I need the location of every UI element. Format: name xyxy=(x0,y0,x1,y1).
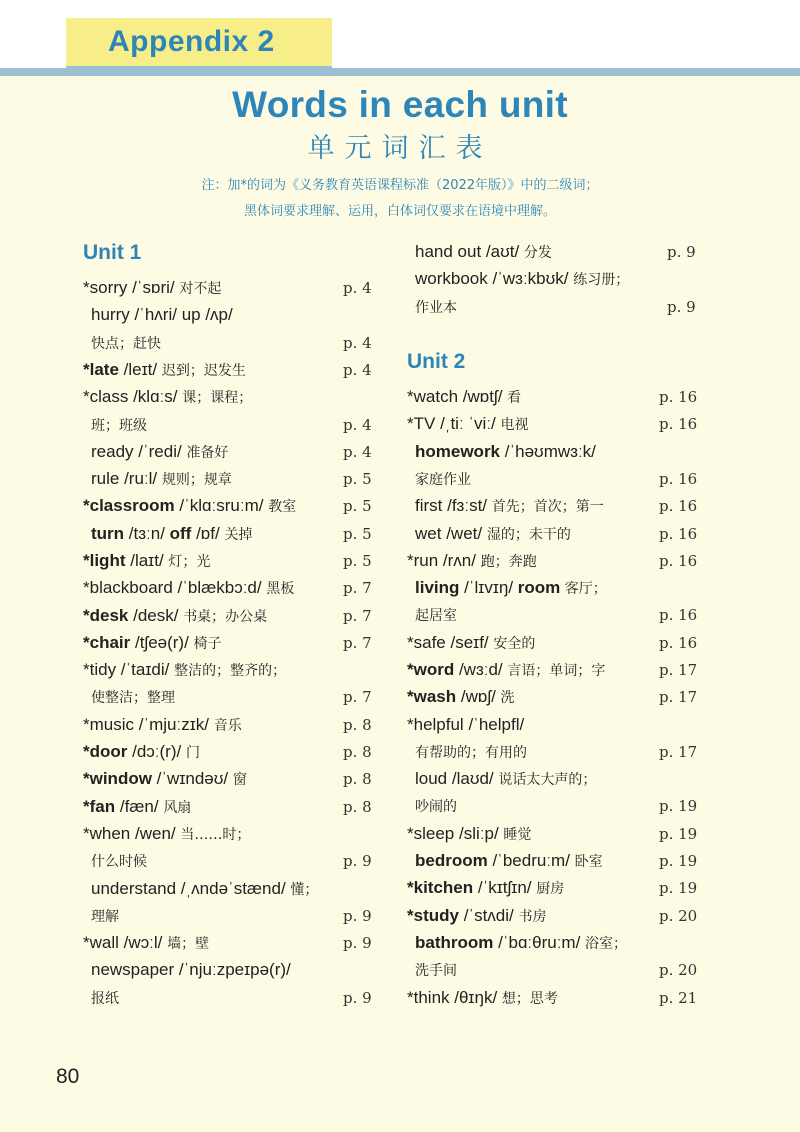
chinese-meaning: 书房 xyxy=(518,909,547,925)
chinese-meaning: 墙；壁 xyxy=(167,936,210,952)
english-word: *when xyxy=(83,824,131,843)
entry-line xyxy=(415,495,604,517)
entry-line xyxy=(415,468,471,490)
english-word: workbook xyxy=(415,269,488,288)
english-word: *study xyxy=(407,906,459,925)
entry-line xyxy=(83,577,294,599)
entry-line xyxy=(407,905,546,927)
english-word: bedroom xyxy=(415,851,488,870)
english-word: *sleep xyxy=(407,824,455,843)
entry-line xyxy=(415,850,603,872)
english-word: first xyxy=(415,496,443,515)
entry-line xyxy=(415,604,457,626)
chinese-meaning: 跑；奔跑 xyxy=(480,554,537,570)
english-word: /aʊt/ xyxy=(481,242,524,261)
chinese-meaning: 准备好 xyxy=(186,445,229,461)
english-word: /desk/ xyxy=(128,606,184,625)
page-reference: p. 17 xyxy=(659,743,698,761)
entry-line xyxy=(415,268,629,290)
entry-line xyxy=(407,550,537,572)
english-word: turn xyxy=(91,524,125,543)
page-reference: p. 8 xyxy=(343,716,372,734)
english-word: /laɪt/ xyxy=(125,551,169,570)
entry-line xyxy=(415,741,527,763)
chinese-meaning: 快点；赶快 xyxy=(91,336,161,352)
english-word: /ˈsɒri/ xyxy=(127,278,180,297)
chinese-meaning: 有帮助的；有用的 xyxy=(415,745,527,761)
english-word: *music xyxy=(83,715,135,734)
english-word: loud xyxy=(415,769,448,788)
chinese-meaning: 起居室 xyxy=(415,608,457,624)
english-word: /ˈwɪndəʊ/ xyxy=(151,769,233,788)
chinese-meaning: 懂； xyxy=(290,882,319,898)
english-word: understand xyxy=(91,879,177,898)
english-word: *late xyxy=(83,360,119,379)
entry-line xyxy=(415,577,607,599)
entry-line xyxy=(83,768,247,790)
english-word: /tɜːn/ xyxy=(124,524,170,543)
chinese-meaning: 电视 xyxy=(500,417,529,433)
page-reference: p. 5 xyxy=(343,552,372,570)
chinese-meaning: 睡觉 xyxy=(503,827,532,843)
entry-line xyxy=(415,795,457,817)
appendix-tab-label: Appendix 2 xyxy=(108,25,275,58)
english-word: /ˈkɪtʃɪn/ xyxy=(473,878,537,897)
english-word: *wash xyxy=(407,687,457,706)
english-word: wet xyxy=(415,524,442,543)
english-word: up xyxy=(181,305,201,324)
english-word: *classroom xyxy=(83,496,175,515)
english-word: /wɒʃ/ xyxy=(456,687,501,706)
page-reference: p. 4 xyxy=(343,334,372,352)
english-word: /klɑːs/ xyxy=(128,387,183,406)
english-word: *think xyxy=(407,988,450,1007)
english-word: /tʃeə(r)/ xyxy=(130,633,194,652)
chinese-meaning: 教室 xyxy=(268,499,297,515)
english-word: bathroom xyxy=(415,933,494,952)
chinese-meaning: 厨房 xyxy=(536,881,565,897)
page-reference: p. 20 xyxy=(659,961,698,979)
entry-line xyxy=(91,304,233,326)
english-word: /laʊd/ xyxy=(447,769,499,788)
entry-line xyxy=(83,495,296,517)
english-word: ready xyxy=(91,442,134,461)
english-word: *desk xyxy=(83,606,129,625)
page-reference: p. 4 xyxy=(343,416,372,434)
page-reference: p. 16 xyxy=(659,525,698,543)
english-word: /ˈhʌri/ xyxy=(129,305,182,324)
entry-line xyxy=(83,386,252,408)
chinese-meaning: 报纸 xyxy=(91,991,119,1007)
english-word: /wet/ xyxy=(441,524,487,543)
english-word: /ˈredi/ xyxy=(133,442,187,461)
page-reference: p. 7 xyxy=(343,688,372,706)
entry-line xyxy=(415,523,571,545)
entry-line xyxy=(83,932,209,954)
english-word: *light xyxy=(83,551,126,570)
english-word: /ˈhəʊmwɜːk/ xyxy=(500,442,596,461)
page-reference: p. 9 xyxy=(667,298,696,316)
entry-line xyxy=(83,823,250,845)
entry-line xyxy=(415,959,457,981)
entry-line xyxy=(83,359,246,381)
page-reference: p. 16 xyxy=(659,606,698,624)
english-word: off xyxy=(169,524,192,543)
page-reference: p. 9 xyxy=(667,243,696,261)
english-word: *fan xyxy=(83,797,116,816)
note-line-1: 注：加*的词为《义务教育英语课程标准（2022年版）》中的二级词； xyxy=(201,178,599,193)
page-reference: p. 8 xyxy=(343,743,372,761)
chinese-meaning: 椅子 xyxy=(193,636,222,652)
chinese-meaning: 家庭作业 xyxy=(415,472,471,488)
entry-line xyxy=(407,823,531,845)
entry-line xyxy=(407,987,558,1009)
english-word: homework xyxy=(415,442,501,461)
page-reference: p. 16 xyxy=(659,470,698,488)
entry-line xyxy=(83,550,210,572)
page-reference: p. 9 xyxy=(343,934,372,952)
chinese-meaning: 想；思考 xyxy=(501,991,558,1007)
english-word: *watch xyxy=(407,387,459,406)
english-word: /ˌtiː ˈviː/ xyxy=(435,414,501,433)
page-reference: p. 5 xyxy=(343,470,372,488)
english-word: *safe xyxy=(407,633,446,652)
entry-line xyxy=(83,796,191,818)
chinese-meaning: 整洁的；整齐的； xyxy=(174,663,287,679)
english-word: /ˈlɪvɪŋ/ xyxy=(459,578,518,597)
english-word: hurry xyxy=(91,305,130,324)
entry-line xyxy=(415,932,627,954)
chinese-meaning: 灯；光 xyxy=(168,554,211,570)
chinese-meaning: 言语；单词；字 xyxy=(507,663,606,679)
chinese-meaning: 门 xyxy=(185,745,200,761)
english-word: /ˈnjuːzpeɪpə(r)/ xyxy=(174,960,291,979)
english-word: /rʌn/ xyxy=(438,551,481,570)
page-reference: p. 9 xyxy=(343,852,372,870)
page-reference: p. 16 xyxy=(659,552,698,570)
chinese-meaning: 洗手间 xyxy=(415,963,457,979)
chinese-meaning: 湿的；未干的 xyxy=(486,527,571,543)
entry-line xyxy=(83,741,200,763)
english-word: /leɪt/ xyxy=(118,360,162,379)
english-word: *run xyxy=(407,551,439,570)
english-word: /ruːl/ xyxy=(119,469,162,488)
entry-line xyxy=(407,632,535,654)
chinese-meaning: 关掉 xyxy=(224,527,253,543)
page-reference: p. 19 xyxy=(659,852,698,870)
entry-line xyxy=(91,850,147,872)
english-word: *chair xyxy=(83,633,131,652)
entry-line xyxy=(83,659,286,681)
english-word: room xyxy=(517,578,561,597)
entry-line xyxy=(407,659,605,681)
entry-line xyxy=(91,987,119,1009)
page-reference: p. 21 xyxy=(659,989,698,1007)
english-word: /ɒf/ xyxy=(191,524,225,543)
chinese-meaning: 安全的 xyxy=(493,636,536,652)
chinese-meaning: 卧室 xyxy=(574,854,603,870)
entry-line xyxy=(83,605,267,627)
chinese-meaning: 风扇 xyxy=(163,800,192,816)
page-reference: p. 20 xyxy=(659,907,698,925)
chinese-meaning: 作业本 xyxy=(415,300,457,316)
english-word: *helpful xyxy=(407,715,464,734)
english-word: /ˌʌndəˈstænd/ xyxy=(176,879,291,898)
chinese-meaning: 对不起 xyxy=(179,281,222,297)
chinese-meaning: 规则；规章 xyxy=(161,472,232,488)
chinese-meaning: 什么时候 xyxy=(91,854,147,870)
english-word: *door xyxy=(83,742,128,761)
chinese-meaning: 理解 xyxy=(91,909,119,925)
entry-line xyxy=(83,714,242,736)
entry-line xyxy=(415,441,596,463)
english-word: hand out xyxy=(415,242,482,261)
english-word: /seɪf/ xyxy=(445,633,494,652)
page-reference: p. 9 xyxy=(343,907,372,925)
unit-heading: Unit 2 xyxy=(407,350,466,373)
unit-heading: Unit 1 xyxy=(83,241,142,264)
entry-line xyxy=(407,413,529,435)
entry-line xyxy=(407,714,524,736)
page-reference: p. 17 xyxy=(659,688,698,706)
page-reference: p. 5 xyxy=(343,497,372,515)
english-word: /wɔːl/ xyxy=(118,933,168,952)
english-word: /ˈbɑːθruːm/ xyxy=(493,933,586,952)
chinese-meaning: 课；课程； xyxy=(182,390,253,406)
english-word: /ˈbedruːm/ xyxy=(487,851,575,870)
english-word: *class xyxy=(83,387,129,406)
entry-line xyxy=(91,686,175,708)
english-word: /sliːp/ xyxy=(454,824,504,843)
page-reference: p. 19 xyxy=(659,879,698,897)
chinese-meaning: 迟到；迟发生 xyxy=(161,363,246,379)
entry-line xyxy=(91,468,232,490)
chinese-meaning: 练习册； xyxy=(573,272,630,288)
page-reference: p. 19 xyxy=(659,797,698,815)
chinese-meaning: 分发 xyxy=(523,245,552,261)
page-reference: p. 19 xyxy=(659,825,698,843)
chinese-meaning: 班；班级 xyxy=(91,418,147,434)
entry-line xyxy=(91,441,228,463)
english-word: *TV xyxy=(407,414,436,433)
english-word: *kitchen xyxy=(407,878,474,897)
chinese-meaning: 窗 xyxy=(232,772,247,788)
entry-line xyxy=(415,768,596,790)
page-reference: p. 7 xyxy=(343,634,372,652)
page-reference: p. 16 xyxy=(659,415,698,433)
note-line-2: 黑体词要求理解、运用，白体词仅要求在语境中理解。 xyxy=(243,204,556,219)
english-word: /ˈtaɪdi/ xyxy=(116,660,175,679)
page-reference: p. 9 xyxy=(343,989,372,1007)
page-reference: p. 7 xyxy=(343,579,372,597)
page-reference: p. 17 xyxy=(659,661,698,679)
chinese-meaning: 看 xyxy=(507,390,522,406)
entry-line xyxy=(91,414,147,436)
page-reference: p. 4 xyxy=(343,279,372,297)
english-word: /ˈblækbɔːd/ xyxy=(172,578,267,597)
english-word: *window xyxy=(83,769,152,788)
entry-line xyxy=(415,296,457,318)
english-word: /ˈwɜːkbʊk/ xyxy=(487,269,574,288)
chinese-meaning: 客厅； xyxy=(560,581,607,597)
entry-line xyxy=(91,959,291,981)
english-word: /ˈmjuːzɪk/ xyxy=(134,715,214,734)
chinese-meaning: 使整洁；整理 xyxy=(91,690,175,706)
page-subtitle: 单元词汇表 xyxy=(307,133,493,164)
page-reference: p. 5 xyxy=(343,525,372,543)
english-word: /dɔː(r)/ xyxy=(127,742,186,761)
entry-line xyxy=(91,905,119,927)
english-word: /wɜːd/ xyxy=(454,660,508,679)
entry-line xyxy=(407,877,564,899)
english-word: /θɪŋk/ xyxy=(449,988,502,1007)
english-word: /fæn/ xyxy=(115,797,164,816)
english-word: rule xyxy=(91,469,120,488)
english-word: *wall xyxy=(83,933,119,952)
entry-line xyxy=(91,523,252,545)
page-reference: p. 16 xyxy=(659,497,698,515)
page-reference: p. 16 xyxy=(659,634,698,652)
english-word: /wen/ xyxy=(130,824,181,843)
entry-line xyxy=(407,686,515,708)
entry-line xyxy=(91,332,161,354)
chinese-meaning: 书桌；办公桌 xyxy=(183,609,268,625)
page-reference: p. 4 xyxy=(343,361,372,379)
page-reference: p. 4 xyxy=(343,443,372,461)
english-word: *word xyxy=(407,660,455,679)
english-word: *sorry xyxy=(83,278,128,297)
appendix-tab xyxy=(66,18,332,72)
entry-line xyxy=(407,386,521,408)
english-word: /wɒtʃ/ xyxy=(458,387,508,406)
chinese-meaning: 浴室； xyxy=(585,936,628,952)
entry-line xyxy=(91,878,318,900)
english-word: /fɜːst/ xyxy=(442,496,492,515)
page-reference: p. 7 xyxy=(343,607,372,625)
chinese-meaning: 当……时； xyxy=(180,827,251,843)
chinese-meaning: 说话太大声的； xyxy=(498,772,597,788)
chinese-meaning: 洗 xyxy=(500,690,515,706)
entry-line xyxy=(415,241,552,263)
chinese-meaning: 首先；首次；第一 xyxy=(491,499,604,515)
english-word: /ˈstʌdi/ xyxy=(458,906,519,925)
chinese-meaning: 吵闹的 xyxy=(415,799,457,815)
english-word: /ˈklɑːsruːm/ xyxy=(174,496,269,515)
page-reference: p. 8 xyxy=(343,798,372,816)
page-reference: p. 8 xyxy=(343,770,372,788)
page-reference: p. 16 xyxy=(659,388,698,406)
chinese-meaning: 音乐 xyxy=(213,718,242,734)
english-word: *tidy xyxy=(83,660,117,679)
english-word: living xyxy=(415,578,460,597)
english-word: newspaper xyxy=(91,960,175,979)
chinese-meaning: 黑板 xyxy=(266,581,295,597)
english-word: /ʌp/ xyxy=(200,305,233,324)
english-word: *blackboard xyxy=(83,578,173,597)
page-title: Words in each unit xyxy=(232,84,568,125)
page-number: 80 xyxy=(56,1065,80,1088)
english-word: /ˈhelpfl/ xyxy=(463,715,525,734)
entry-line xyxy=(83,277,221,299)
entry-line xyxy=(83,632,222,654)
